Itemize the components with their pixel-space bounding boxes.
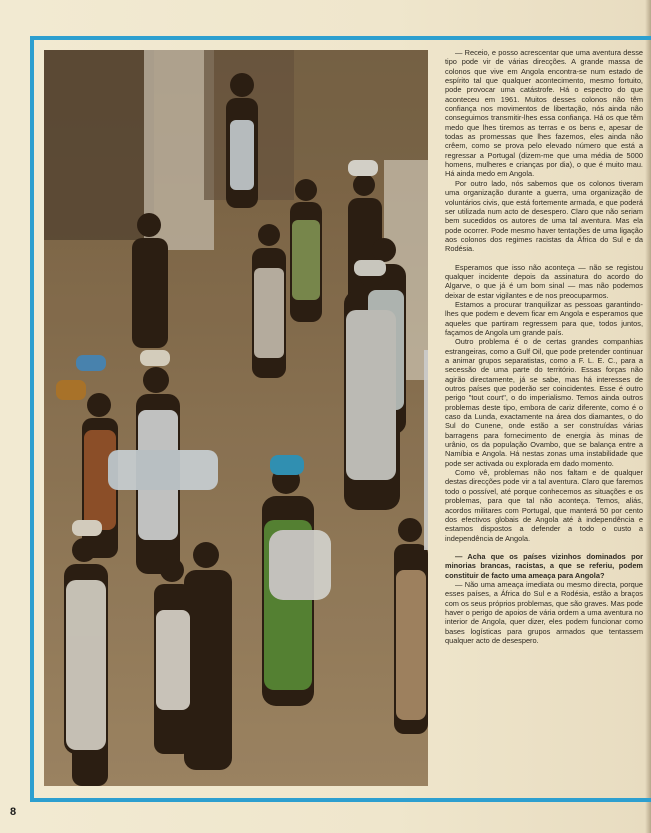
interview-answer: — Não uma ameaça imediata ou mesmo directa, porque esses países, a África do Sul e a Rodésia, estão a braços com os seus próprios problemas, que são graves. Mas pode haver o perigo de apoios de vária ordem a uma aventura no interior de Angola, quer dizer, eles podem funcionar como bases logísticas para grupos armados que tentassem qualquer acto de desespero. [445,579,644,645]
photo-crowd-icon [44,50,428,786]
article-paragraph: Como vê, problemas não nos faltam e de qualquer destas direcções pode vir a tal aventura. Claro que faremos todo o possível, até porque conhecemos as situações e os problemas, para que tal não aconteça. Temos, aliás, acordos militares com Portugal, que manterá 50 por cento dos efectivos globais de Angola até à independência e estamos dispostos a defender a todo o custo a independência de Angola. [445,468,643,543]
page-number: 8 [10,806,17,818]
article-paragraph: Estamos a procurar tranquilizar as pessoas garantindo-lhes que podem e devem ficar em Angola e esperamos que aqueles que partiram regressem para que, todos juntos, façamos de Angola um grande país. [445,299,643,337]
article-paragraph: Esperamos que isso não aconteça — não se registou qualquer incidente depois da assinatura do acordo do Algarve, o que já é um bom sinal — mas não podemos deixar de estar vigilantes e de nos preocuparmos. [445,262,643,300]
crowd-photograph [44,50,428,786]
interview-question: — Acha que os países vizinhos dominados por minorias brancas, racistas, a que se referiu, podem constituir de facto uma ameaça para Angola? [445,551,643,580]
article-paragraph: Outro problema é o de certas grandes companhias estrangeiras, como a Gulf Oil, que pode pretender continuar a animar grupos separatistas, como a F. L. E. C., para a secessão de uma parte do território. Essas forças não agirão directamente, já se sabe, mas há interesses de outros países que poderão ser coincidentes. Esse é outro perigo "tout court", o do imperialismo. Temos ainda outros problemas deste tipo, embora de cariz diferente, como é o caso da Lunda, exactamente na área dos diamantes, o do Sul do Cunene, onde estão a ser construídas várias barragens para fornecimento de energia às minas de urânio, os da população Ovambo, que se balança entre a Namíbia e Angola. Há nestas zonas uma instabilidade que pode ser activada ou explorada em dado momento. [445,337,643,468]
article-paragraph: — Receio, e posso acrescentar que uma aventura desse tipo pode vir de várias direcções. A grande massa de colonos que vive em Angola encontra-se num estado de espírito tal que qualquer acontecimento, mesmo fortuito, pode provocar uma catástrofe. Há o espectro do que aconteceu em 1961. Muitos desses colonos não têm confiança nos movimentos de libertação, nós ainda não conseguimos transmitir-lhes essa confiança. Há os que têm medo que lhes tiremos as terras e os bens e, apesar de todas as promessas que lhes fazemos, eles ainda não crêem, como se prova pelo elevado número que está a regressar a Portugal (dizem-me que uma média de 5000 homens, mulheres e crianças por dia), o que é muito mau. Há ainda medo em Angola. [445,48,643,179]
article-text-column [445,48,643,645]
article-paragraph: Por outro lado, nós sabemos que os colonos tiveram uma organização durante a guerra, uma organização de voluntários civis, que está fortemente armada, e que poderá ser utilizada num acto de desespero. Claro que não seriam bem sucedidos os autores de uma tal aventura. Mas ela pode ocorrer. Pode mesmo haver tentações de uma ligação aos colonos dos regimes racistas da África do Sul e da Rodésia. [445,178,643,254]
